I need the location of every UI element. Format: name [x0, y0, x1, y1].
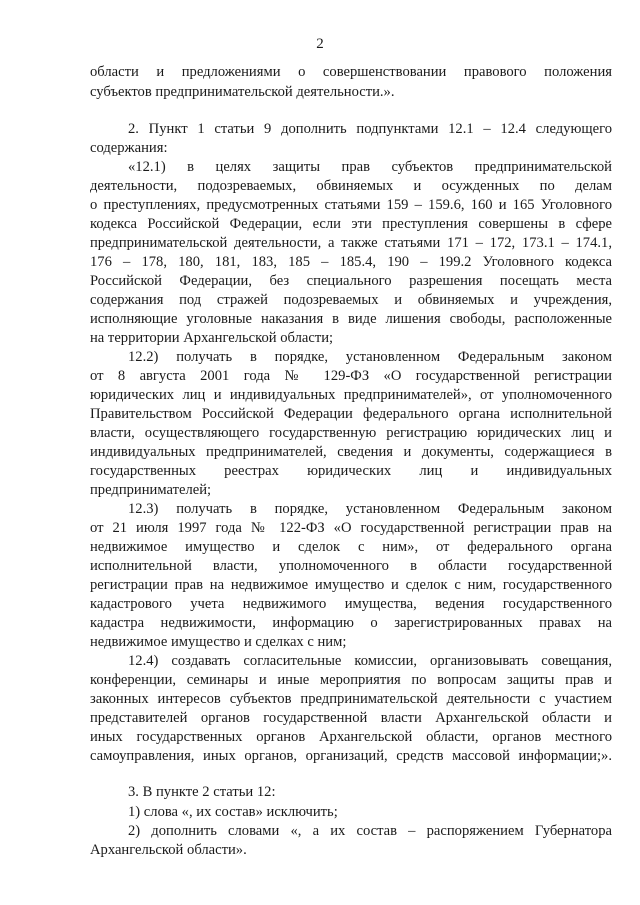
text-line: 2) дополнить словами «, а их состав – распоряжением Губернатора: [128, 823, 612, 839]
text-line: иных государственных органов Архангельской области, органов местного: [90, 729, 612, 745]
text-line: государственных реестрах юридических лиц и индивидуальных: [90, 463, 612, 479]
text-line: содержания:: [90, 140, 168, 156]
text-line: недвижимое имущество и сделках с ним;: [90, 634, 347, 650]
text-line: кодекса Российской Федерации, если эти преступления совершены в сфере: [90, 216, 612, 232]
text-line: от 21 июля 1997 года № 122-ФЗ «О государственной регистрации прав на: [90, 520, 612, 536]
page-number: 2: [316, 36, 324, 52]
text-line: 3. В пункте 2 статьи 12:: [128, 784, 276, 800]
text-line: деятельности, подозреваемых, обвиняемых и осужденных по делам: [90, 178, 612, 194]
text-line: Архангельской области».: [90, 842, 247, 858]
text-line: 2. Пункт 1 статьи 9 дополнить подпунктами 12.1 – 12.4 следующего: [128, 121, 612, 137]
text-line: области и предложениями о совершенствовании правового положения: [90, 64, 612, 80]
text-line: конференции, семинары и иные мероприятия по вопросам защиты прав и: [90, 672, 612, 688]
text-line: недвижимое имущество и сделок с ним», от федерального органа: [90, 539, 612, 555]
text-line: Правительством Российской Федерации федерального органа исполнительной: [90, 406, 612, 422]
text-line: кадастра недвижимости, информацию о зарегистрированных правах на: [90, 615, 612, 631]
text-line: юридических лиц и индивидуальных предпринимателей», от уполномоченного: [90, 387, 612, 403]
text-line: 12.3) получать в порядке, установленном Федеральным законом: [128, 501, 612, 517]
text-line: Российской Федерации, без специального разрешения посещать места: [90, 273, 612, 289]
text-line: представителей органов государственной власти Архангельской области и: [90, 710, 612, 726]
text-line: содержания под стражей подозреваемых и обвиняемых и учреждения,: [90, 292, 612, 308]
text-line: 12.2) получать в порядке, установленном Федеральным законом: [128, 349, 612, 365]
text-line: 1) слова «, их состав» исключить;: [128, 804, 338, 820]
text-line: исполняющие уголовные наказания в виде лишения свободы, расположенные: [90, 311, 612, 327]
text-line: субъектов предпринимательской деятельности.».: [90, 84, 395, 100]
text-line: «12.1) в целях защиты прав субъектов предпринимательской: [128, 159, 612, 175]
text-line: от 8 августа 2001 года № 129-ФЗ «О государственной регистрации: [90, 368, 612, 384]
text-line: индивидуальных предпринимателей, сведения и документы, содержащиеся в: [90, 444, 612, 460]
text-line: регистрации прав на недвижимое имущество и сделок с ним, государственного: [90, 577, 612, 593]
text-line: исполнительной власти, уполномоченного в области государственной: [90, 558, 612, 574]
text-line: власти, осуществляющего государственную регистрацию юридических лиц и: [90, 425, 612, 441]
text-line: кадастрового учета недвижимого имущества, ведения государственного: [90, 596, 612, 612]
text-line: предпринимателей;: [90, 482, 212, 498]
text-line: 176 – 178, 180, 181, 183, 185 – 185.4, 190 – 199.2 Уголовного кодекса: [90, 254, 612, 270]
text-line: 12.4) создавать согласительные комиссии, организовывать совещания,: [128, 653, 612, 669]
text-line: предпринимательской деятельности, а также статьями 171 – 172, 173.1 – 174.1,: [90, 235, 612, 251]
text-line: на территории Архангельской области;: [90, 330, 334, 346]
text-line: законных интересов субъектов предпринимательской деятельности с участием: [90, 691, 612, 707]
text-line: самоуправления, иных органов, организаций, средств массовой информации;».: [90, 748, 612, 764]
text-line: о преступлениях, предусмотренных статьями 159 – 159.6, 160 и 165 Уголовного: [90, 197, 612, 213]
